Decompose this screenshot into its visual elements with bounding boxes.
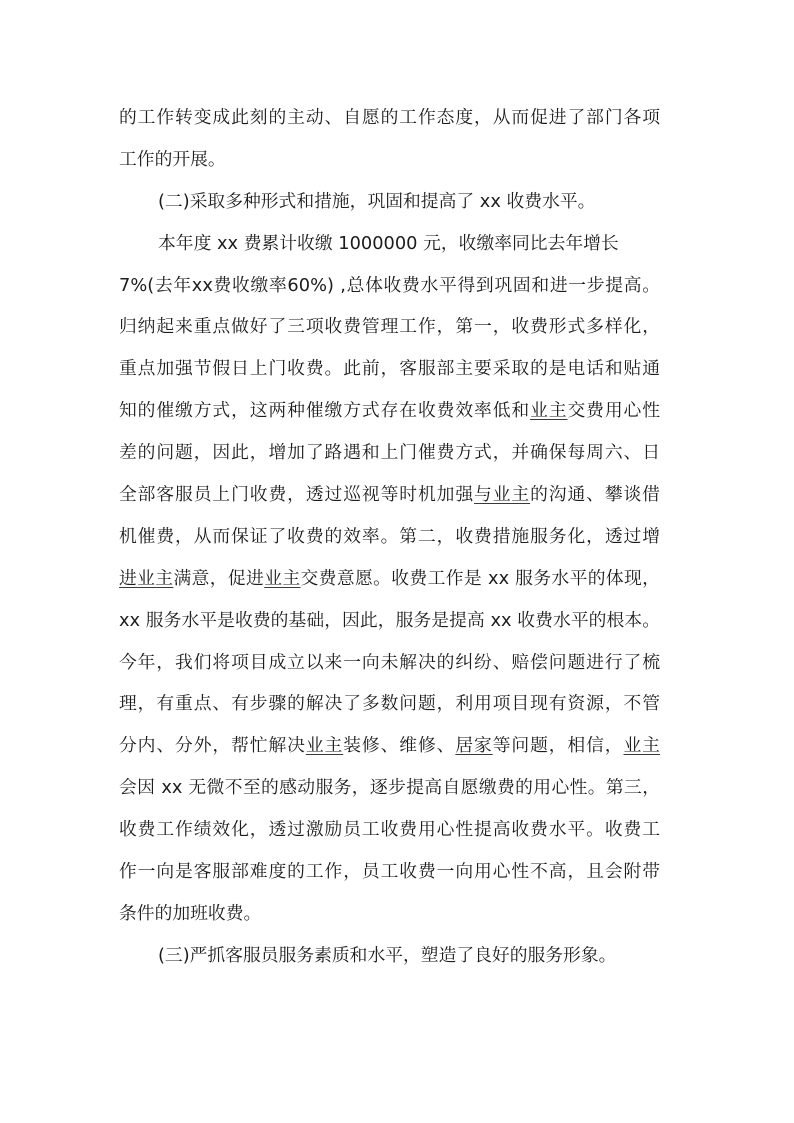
section-heading-2: [119, 181, 660, 223]
text-segment: 分内、分外，帮忙解决: [119, 735, 306, 757]
text-segment: 7%(去年xx费收缴率60%) ,总体收费水平得到巩固和进一步提高。: [119, 274, 660, 296]
text-segment: 本年度 xx 费累计收缴 1000000 元，收缴率同比去年增长: [158, 232, 619, 254]
text-segment: 机催费，从而保证了收费的效率。第二，收费措施服务化，透过增: [119, 525, 660, 547]
text-line: [119, 223, 660, 265]
text-segment: 交费意愿。收费工作是 xx 服务水平的体现，: [300, 567, 660, 589]
underlined-text: 进业主: [119, 567, 174, 589]
text-segment: 知的催缴方式，这两种催缴方式存在收费效率低和: [119, 400, 531, 422]
text-segment: 工作的开展。: [119, 148, 226, 170]
text-line: [119, 767, 660, 809]
text-line: [119, 265, 660, 307]
text-segment: 理，有重点、有步骤的解决了多数问题，利用项目现有资源，不管: [119, 693, 660, 715]
text-segment: 会因 xx 无微不至的感动服务，逐步提高自愿缴费的用心性。第三，: [119, 777, 660, 799]
text-segment: (三)严抓客服员服务素质和水平，塑造了良好的服务形象。: [158, 944, 617, 966]
section-heading: [119, 935, 660, 977]
text-segment: 条件的加班收费。: [119, 902, 262, 924]
section-heading-3: [119, 935, 660, 977]
text-line: [119, 97, 660, 139]
text-segment: 收费工作绩效化，透过激励员工收费用心性提高收费水平。收费工: [119, 819, 660, 841]
text-line: [119, 851, 660, 893]
underlined-text: 业主: [530, 400, 568, 422]
text-segment: 等问题，相信，: [492, 735, 624, 757]
text-line: [119, 600, 660, 642]
text-line: [119, 432, 660, 474]
text-line: [119, 390, 660, 432]
document-body: [119, 97, 660, 977]
text-segment: 作一向是客服部难度的工作，员工收费一向用心性不高，且会附带: [119, 861, 660, 883]
text-segment: xx 服务水平是收费的基础，因此，服务是提高 xx 收费水平的根本。: [119, 609, 660, 631]
text-segment: 交费用心性: [567, 400, 660, 422]
paragraph-continuation: [119, 97, 660, 181]
text-segment: 重点加强节假日上门收费。此前，客服部主要采取的是电话和贴通: [119, 358, 660, 380]
text-segment: 归纳起来重点做好了三项收费管理工作，第一，收费形式多样化，: [119, 316, 660, 338]
text-line: [119, 558, 660, 600]
text-line: [119, 725, 660, 767]
text-segment: 全部客服员上门收费，透过巡视等时机加强: [119, 484, 475, 506]
text-segment: 装修、维修、: [343, 735, 456, 757]
text-line: [119, 516, 660, 558]
text-segment: 的沟通、攀谈借: [530, 484, 660, 506]
text-segment: (二)采取多种形式和措施，巩固和提高了 xx 收费水平。: [158, 190, 596, 212]
text-line: [119, 809, 660, 851]
underlined-text: 居家: [455, 735, 493, 757]
text-line: [119, 474, 660, 516]
text-line: [119, 306, 660, 348]
underlined-text: 业主: [264, 567, 301, 589]
text-line: [119, 683, 660, 725]
text-segment: 满意，促进: [173, 567, 265, 589]
text-segment: 今年，我们将项目成立以来一向未解决的纠纷、赔偿问题进行了梳: [119, 651, 660, 673]
underlined-text: 与业主: [474, 484, 531, 506]
text-line: [119, 893, 660, 935]
text-line: [119, 642, 660, 684]
text-line: [119, 348, 660, 390]
text-line: [119, 139, 660, 181]
underlined-text: 业主: [305, 735, 344, 757]
text-segment: 差的问题，因此，增加了路遇和上门催费方式，并确保每周六、日: [119, 442, 660, 464]
section-heading: [119, 181, 660, 223]
underlined-text: 业主: [623, 735, 660, 757]
text-segment: 的工作转变成此刻的主动、自愿的工作态度，从而促进了部门各项: [119, 107, 660, 128]
paragraph-fee-collection: [119, 223, 660, 935]
